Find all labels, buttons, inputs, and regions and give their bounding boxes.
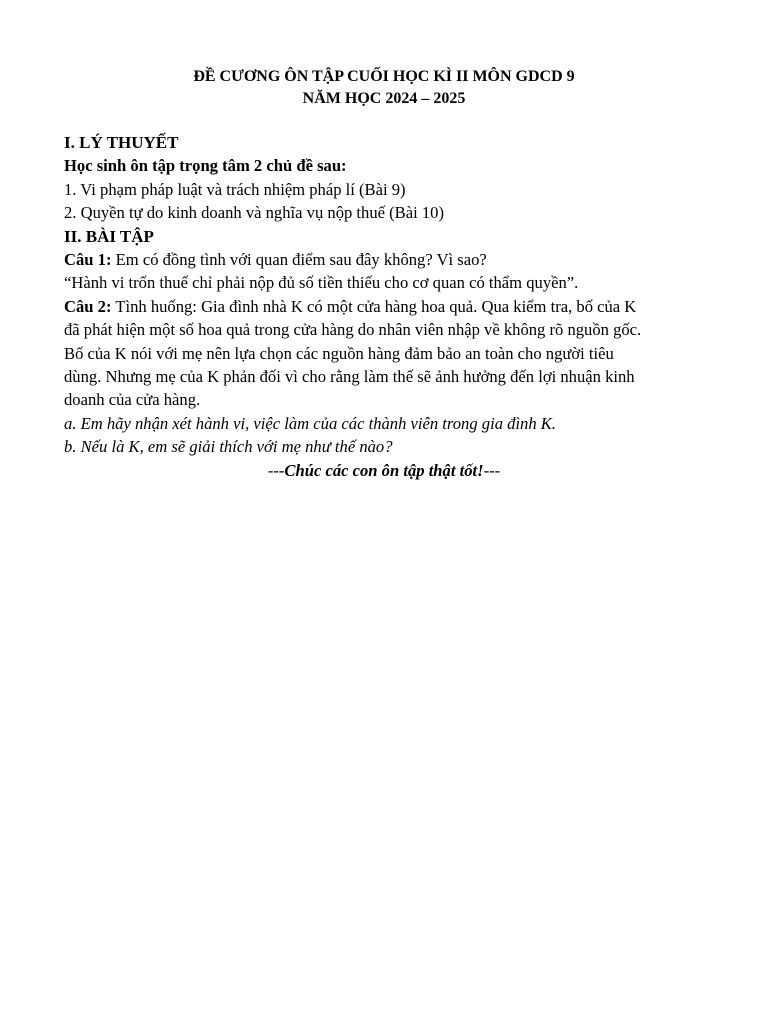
question-2-line-5: doanh của cửa hàng.: [64, 390, 201, 410]
question-1-label: Câu 1:: [64, 250, 112, 270]
closing-prefix: ---: [267, 460, 285, 480]
section-theory-heading: I. LÝ THUYẾT: [64, 133, 179, 152]
school-year: NĂM HỌC 2024 – 2025: [302, 90, 466, 107]
section-exercise-heading: II. BÀI TẬP: [64, 226, 154, 246]
closing-suffix: ---: [483, 460, 501, 480]
question-2-text: Tình huống: Gia đình nhà K có một cửa hàng hoa quả. Qua kiểm tra, bố của K: [111, 296, 637, 316]
document-page: [64, 66, 704, 482]
question-1-quote: “Hành vi trốn thuế chỉ phải nộp đủ số tiền thiếu cho cơ quan có thẩm quyền”.: [64, 273, 579, 293]
question-1-text: Em có đồng tình với quan điểm sau đây không? Vì sao?: [111, 250, 487, 270]
closing-line: [64, 459, 704, 482]
question-2-label: Câu 2:: [64, 296, 112, 316]
theory-intro: Học sinh ôn tập trọng tâm 2 chủ đề sau:: [64, 156, 347, 176]
document-title: ĐỀ CƯƠNG ÔN TẬP CUỐI HỌC KÌ II MÔN GDCD 9: [193, 68, 575, 85]
question-2-line-3: Bố của K nói với mẹ nên lựa chọn các nguồn hàng đảm bảo an toàn cho người tiêu: [64, 343, 614, 363]
question-1: [64, 248, 704, 271]
question-2-line-2: đã phát hiện một số hoa quả trong cửa hàng do nhân viên nhập về không rõ nguồn gốc.: [64, 320, 642, 340]
title-spacer: [64, 110, 704, 131]
closing-text: Chúc các con ôn tập thật tốt!: [284, 460, 484, 480]
question-2-part-b: b. Nếu là K, em sẽ giải thích với mẹ như thế nào?: [64, 437, 393, 457]
theory-item-1: 1. Vi phạm pháp luật và trách nhiệm pháp lí (Bài 9): [64, 179, 406, 199]
question-2-line-1: [64, 295, 704, 318]
theory-item-2: 2. Quyền tự do kinh doanh và nghĩa vụ nộp thuế (Bài 10): [64, 203, 444, 223]
question-2-part-a: a. Em hãy nhận xét hành vi, việc làm của các thành viên trong gia đình K.: [64, 413, 557, 433]
question-2-line-4: dùng. Nhưng mẹ của K phản đối vì cho rằng làm thế sẽ ảnh hưởng đến lợi nhuận kinh: [64, 367, 635, 387]
